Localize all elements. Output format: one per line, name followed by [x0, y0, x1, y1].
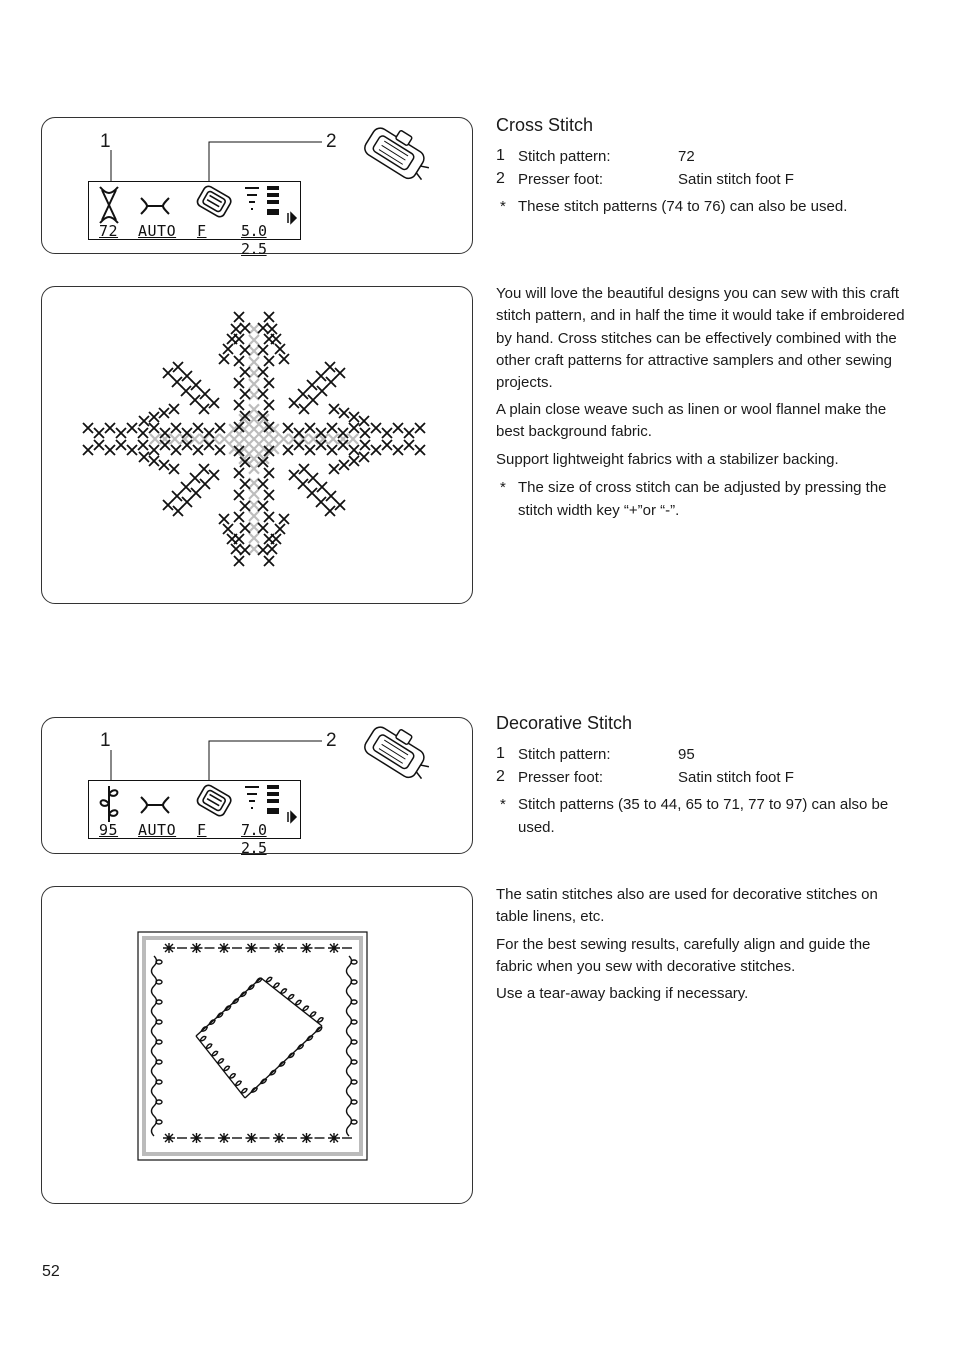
callout-number-1: 1	[100, 131, 111, 152]
lcd-pattern-number: 95	[99, 821, 119, 839]
spec-value: 95	[678, 746, 695, 763]
twin-needle-icon	[139, 795, 171, 815]
paragraph-stabilizer: Support lightweight fabrics with a stabilizer backing.	[496, 451, 839, 468]
section-title-decorative-stitch: Decorative Stitch	[496, 713, 633, 733]
callout-number-2: 2	[326, 131, 337, 152]
callout-number-2: 2	[326, 730, 337, 751]
section-title-cross-stitch: Cross Stitch	[496, 115, 594, 135]
note-asterisk: *	[500, 796, 506, 813]
paragraph-fabric: A plain close weave such as linen or wool flannel make the best background fabric.	[496, 401, 887, 441]
paragraph-intro: You will love the beautiful designs you can sew with this craft stitch pattern, and in half the time it would take if embroidered by hand. Cross stitches can be effectively combined with the other craft patterns for attractive samplers and other sewing projects.	[496, 285, 905, 392]
spec-label: Stitch pattern:	[518, 148, 611, 165]
spec-label: Presser foot:	[518, 769, 604, 786]
lcd-mode: AUTO	[138, 821, 177, 839]
note-asterisk: *	[500, 198, 506, 215]
presser-foot-icon	[356, 726, 434, 784]
lcd-settings: 5.0 2.5	[241, 222, 267, 258]
spec-number: 1	[496, 745, 505, 762]
spec-number: 1	[496, 147, 505, 164]
note-alt-patterns	[500, 793, 910, 841]
lcd-foot: F	[197, 821, 207, 839]
lcd-screen	[88, 780, 301, 857]
lcd-settings: 7.0 2.5	[241, 821, 267, 857]
paragraph-align-guide: For the best sewing results, carefully align and guide the fabric when you sew with decorative stitches.	[496, 936, 871, 976]
lcd-pattern-number: 72	[99, 222, 119, 240]
spec-number: 2	[496, 768, 505, 785]
spec-row-presser-foot	[496, 769, 906, 789]
leaf-stitch-pattern-icon	[97, 784, 121, 824]
lcd-mode: AUTO	[138, 222, 177, 240]
spec-value: Satin stitch foot F	[678, 171, 794, 188]
spec-number: 2	[496, 170, 505, 187]
spec-row-stitch-pattern	[496, 746, 906, 766]
page-number: 52	[42, 1263, 60, 1280]
spec-value: 72	[678, 148, 695, 165]
lcd-foot: F	[197, 222, 207, 240]
spec-label: Presser foot:	[518, 171, 604, 188]
satin-foot-lcd-icon	[193, 784, 237, 818]
note-text: These stitch patterns (74 to 76) can also be used.	[518, 198, 848, 215]
tension-bars-icon	[243, 784, 283, 818]
paragraph-backing: Use a tear-away backing if necessary.	[496, 985, 749, 1002]
decorative-stitch-sample-illustration	[41, 886, 473, 1204]
note-text: Stitch patterns (35 to 44, 65 to 71, 77 to 97) can also be used.	[518, 796, 889, 836]
tip-asterisk: *	[500, 479, 506, 496]
spec-label: Stitch pattern:	[518, 746, 611, 763]
callout-number-1: 1	[100, 730, 111, 751]
tip-text: The size of cross stitch can be adjusted by pressing the stitch width key “+”or “-”.	[518, 479, 887, 519]
spec-value: Satin stitch foot F	[678, 769, 794, 786]
paragraph-table-linens: The satin stitches also are used for decorative stitches on table linens, etc.	[496, 886, 878, 926]
